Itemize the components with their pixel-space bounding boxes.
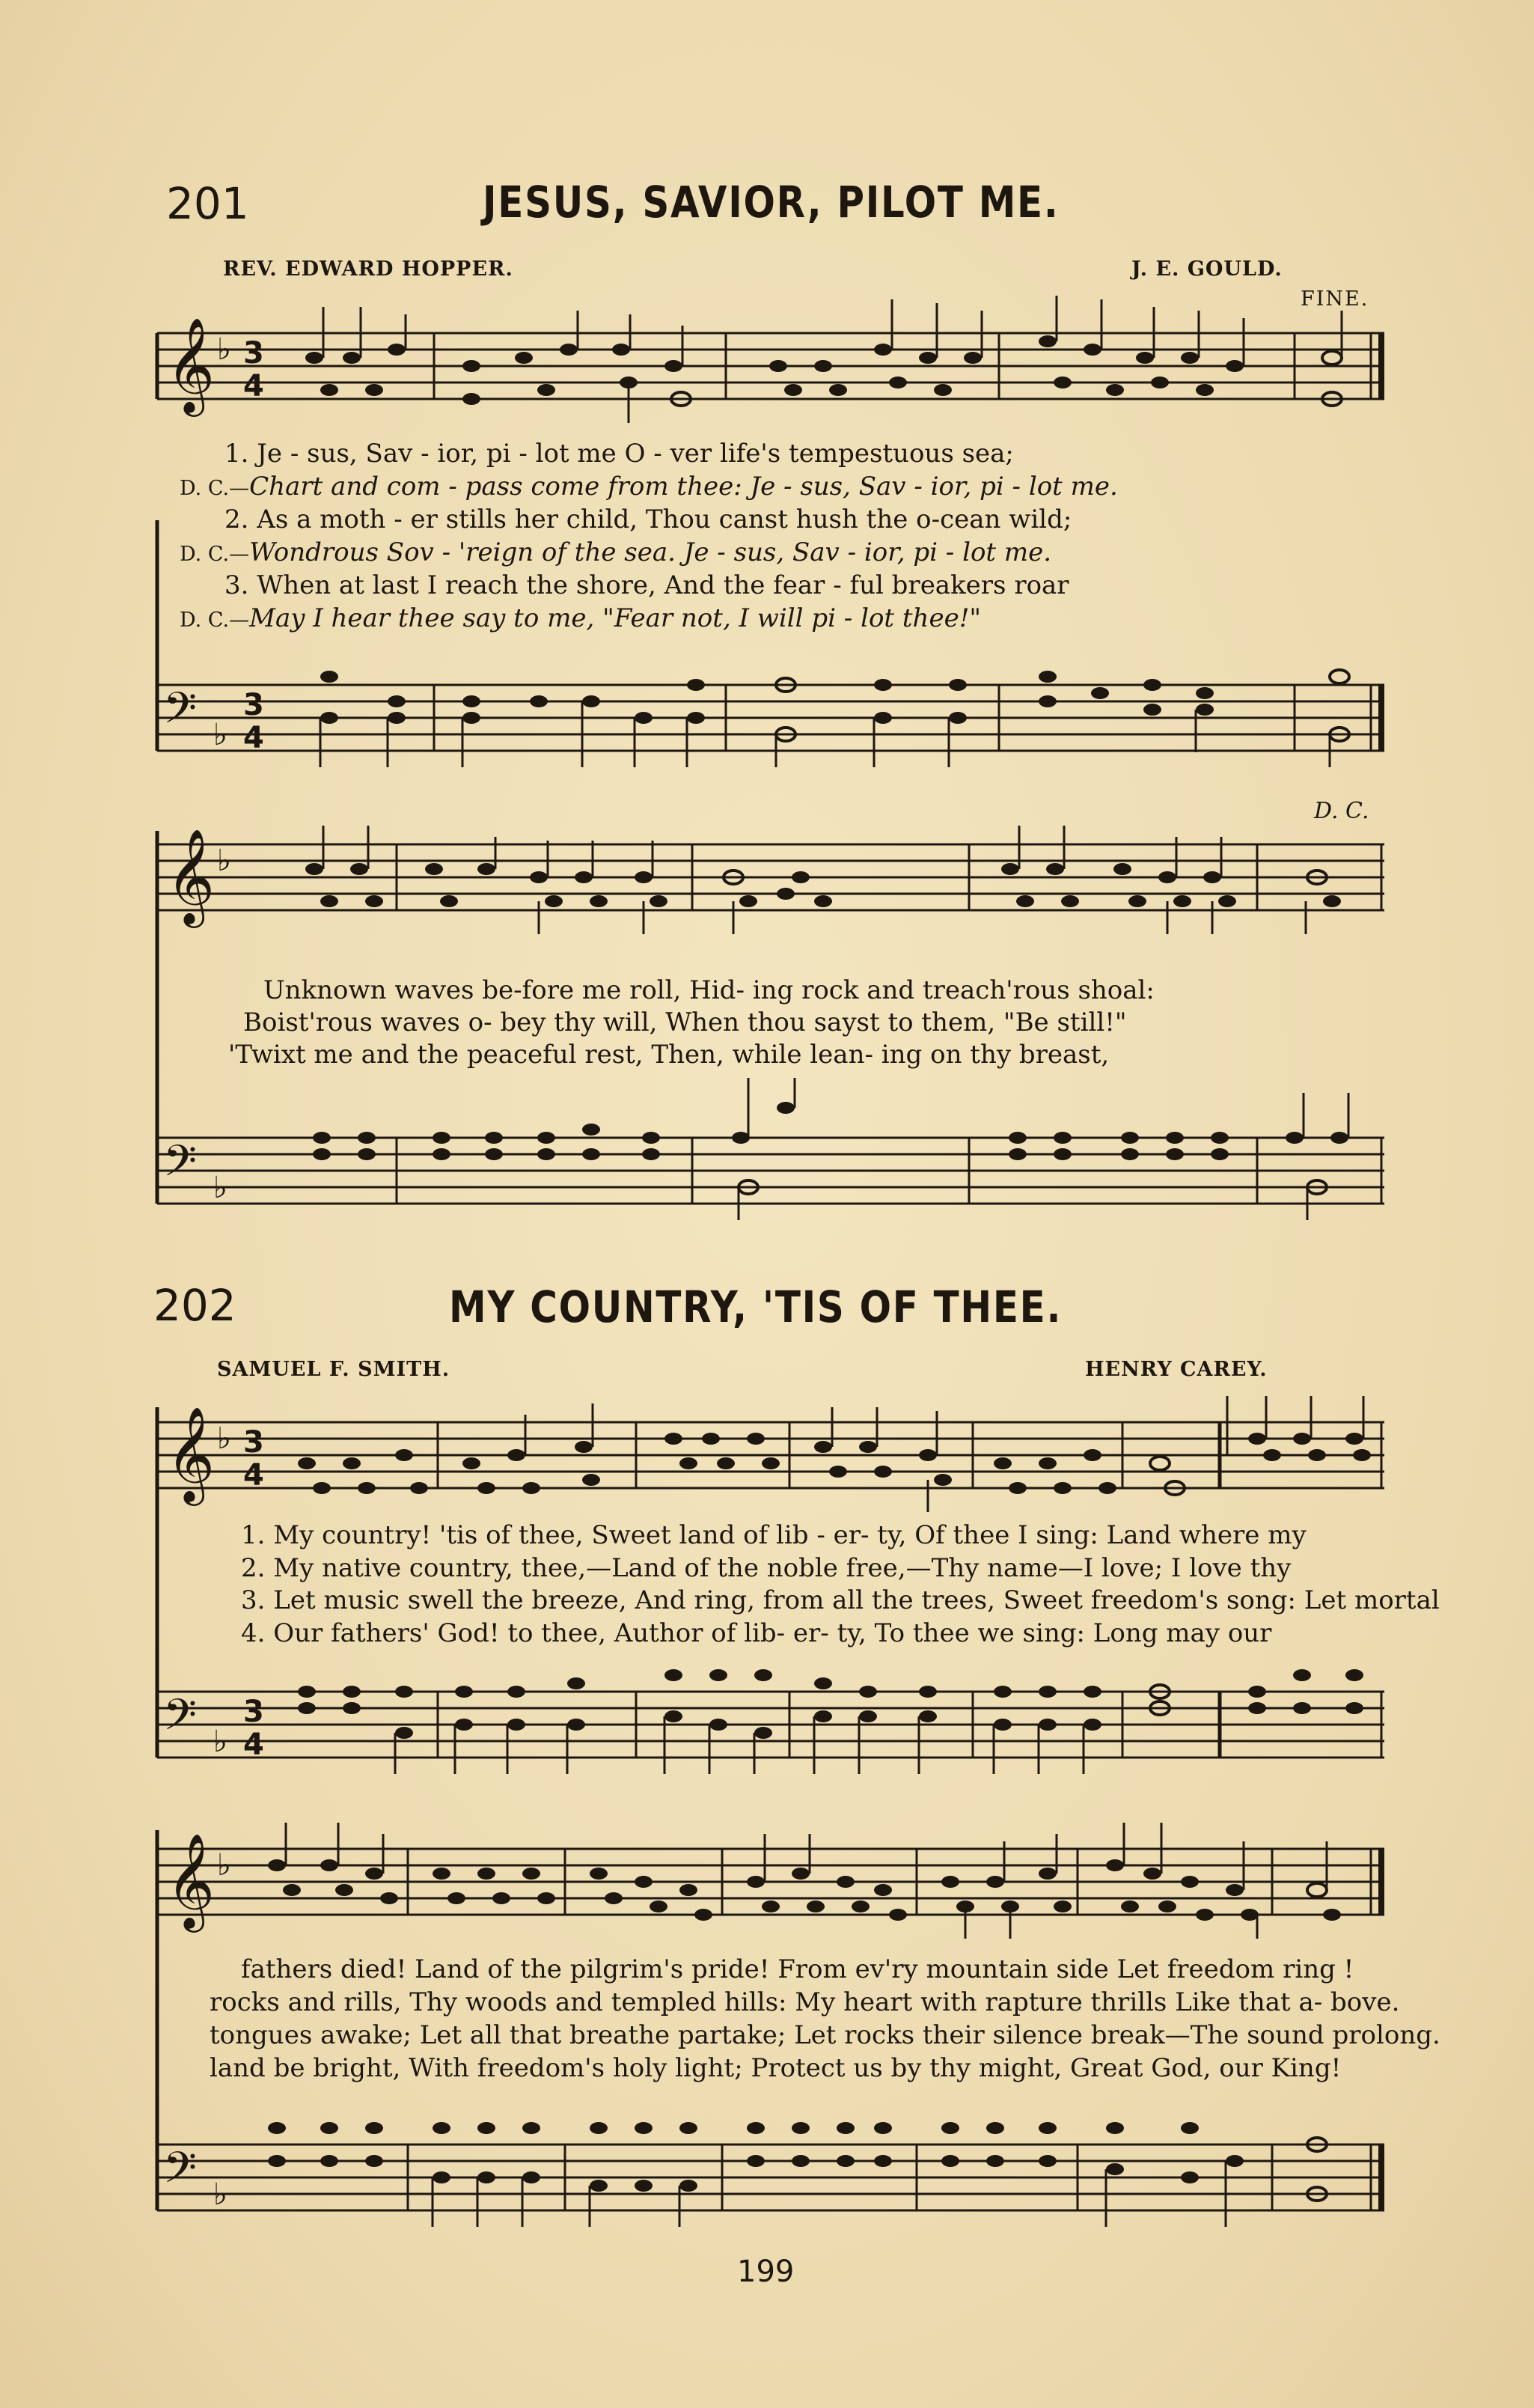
svg-text:𝄢: 𝄢 bbox=[163, 683, 198, 744]
fine-mark: FINE. bbox=[1301, 287, 1369, 311]
svg-text:♭: ♭ bbox=[217, 1421, 231, 1456]
svg-text:3: 3 bbox=[243, 1695, 264, 1729]
verse-1-line: 1. Je - sus, Sav - ior, pi - lot me O - ver life's tempestuous sea; bbox=[224, 439, 1014, 469]
hymn-number: 201 bbox=[166, 178, 249, 229]
refrain-line-1: Unknown waves be-fore me roll, Hid- ing rock and treach'rous shoal: bbox=[263, 975, 1155, 1005]
svg-text:♭: ♭ bbox=[217, 844, 231, 878]
svg-text:𝄞: 𝄞 bbox=[166, 1406, 216, 1502]
lyricist-credit: REV. EDWARD HOPPER. bbox=[223, 257, 513, 281]
refrain-line-2: rocks and rills, Thy woods and templed hills: My heart with rapture thrills Like that a- bove. bbox=[210, 1987, 1400, 2017]
bass-staff bbox=[150, 1123, 1392, 1220]
treble-staff bbox=[150, 1407, 1392, 1505]
composer-credit: HENRY CAREY. bbox=[1085, 1358, 1268, 1381]
hymn-number: 202 bbox=[153, 1280, 236, 1331]
svg-text:𝄞: 𝄞 bbox=[166, 1832, 216, 1928]
svg-text:4: 4 bbox=[243, 721, 264, 755]
bass-staff bbox=[150, 1677, 1392, 1774]
svg-text:♭: ♭ bbox=[213, 1725, 227, 1759]
svg-text:𝄢: 𝄢 bbox=[163, 2142, 198, 2204]
verse-2-line: 2. As a moth - er stills her child, Thou canst hush the o-cean wild; bbox=[224, 505, 1072, 534]
svg-text:𝄢: 𝄢 bbox=[163, 1689, 198, 1751]
refrain-line-4: land be bright, With freedom's holy light; Protect us by thy might, Great God, our King! bbox=[210, 2053, 1342, 2083]
svg-text:3: 3 bbox=[243, 688, 264, 722]
lyricist-credit: SAMUEL F. SMITH. bbox=[217, 1358, 450, 1381]
hymn-title: JESUS, SAVIOR, PILOT ME. bbox=[483, 177, 1060, 228]
svg-text:♭: ♭ bbox=[213, 718, 227, 752]
refrain-line-3: tongues awake; Let all that breathe partake; Let rocks their silence break—The sound prolong. bbox=[210, 2020, 1440, 2050]
bass-staff bbox=[150, 2130, 1392, 2227]
svg-text:♭: ♭ bbox=[213, 2177, 227, 2212]
svg-text:♭: ♭ bbox=[213, 1171, 227, 1205]
svg-text:♭: ♭ bbox=[217, 332, 231, 367]
dc-line-1: D. C.—Chart and com - pass come from thee: Je - sus, Sav - ior, pi - lot me. bbox=[180, 472, 1118, 502]
refrain-line-2: Boist'rous waves o- bey thy will, When thou sayst to them, "Be still!" bbox=[243, 1008, 1127, 1037]
dc-line-3: D. C.—May I hear thee say to me, "Fear not, I will pi - lot thee!" bbox=[180, 603, 981, 633]
svg-text:4: 4 bbox=[243, 369, 264, 403]
svg-text:4: 4 bbox=[243, 1728, 264, 1762]
refrain-line-3: 'Twixt me and the peaceful rest, Then, while lean- ing on thy breast, bbox=[228, 1040, 1110, 1070]
treble-staff bbox=[150, 1834, 1392, 1931]
svg-text:4: 4 bbox=[243, 1458, 264, 1493]
verse-2-line: 2. My native country, thee,—Land of the noble free,—Thy name—I love; I love thy bbox=[241, 1553, 1292, 1583]
composer-credit: J. E. GOULD. bbox=[1131, 257, 1283, 281]
svg-text:𝄞: 𝄞 bbox=[166, 317, 216, 412]
svg-text:𝄞: 𝄞 bbox=[166, 828, 216, 924]
svg-text:3: 3 bbox=[243, 336, 264, 371]
dc-mark: D. C. bbox=[1314, 798, 1369, 824]
svg-text:♭: ♭ bbox=[217, 1848, 231, 1883]
treble-staff bbox=[150, 829, 1392, 927]
verse-1-line: 1. My country! 'tis of thee, Sweet land of lib - er- ty, Of thee I sing: Land where my bbox=[241, 1520, 1307, 1550]
page-number: 199 bbox=[737, 2255, 795, 2289]
dc-line-2: D. C.—Wondrous Sov - 'reign of the sea. Je - sus, Sav - ior, pi - lot me. bbox=[180, 537, 1052, 567]
refrain-line-1: fathers died! Land of the pilgrim's pride! From ev'ry mountain side Let freedom ring ! bbox=[241, 1954, 1354, 1984]
hymn-title: MY COUNTRY, 'TIS OF THEE. bbox=[449, 1281, 1063, 1332]
verse-3-line: 3. Let music swell the breeze, And ring, from all the trees, Sweet freedom's song: Let mortal bbox=[241, 1585, 1440, 1615]
bass-staff bbox=[150, 670, 1392, 767]
verse-4-line: 4. Our fathers' God! to thee, Author of lib- er- ty, To thee we sing: Long may our bbox=[241, 1618, 1272, 1648]
svg-text:3: 3 bbox=[243, 1425, 264, 1460]
verse-3-line: 3. When at last I reach the shore, And the fear - ful breakers roar bbox=[224, 570, 1069, 600]
svg-text:𝄢: 𝄢 bbox=[163, 1136, 198, 1197]
treble-staff bbox=[150, 318, 1392, 415]
